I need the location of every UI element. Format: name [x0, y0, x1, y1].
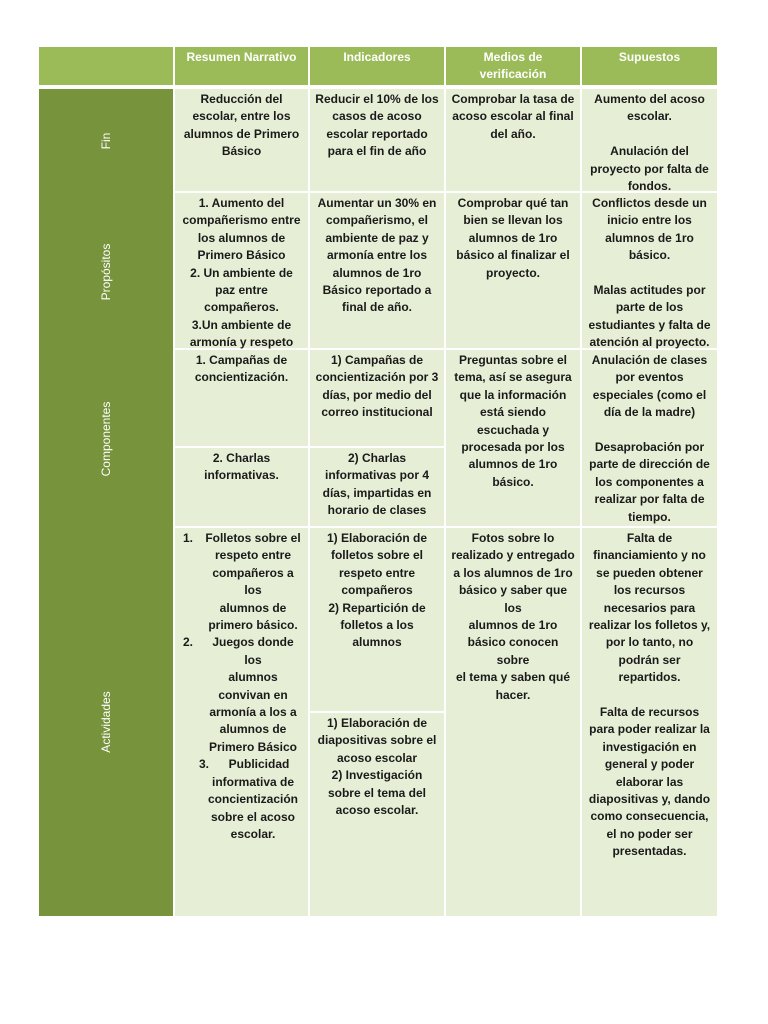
cell-text: escolar. [627, 109, 672, 124]
cell-text: parte de los [615, 300, 684, 315]
cell-text: presentadas. [612, 844, 687, 859]
cell-text: Reducción del [200, 92, 283, 106]
cell-text: básico conocen sobre [467, 635, 559, 667]
cell-text: compañeros. [204, 300, 279, 315]
cell-text: realizado y entregado [451, 548, 575, 563]
cell-text: a los alumnos de 1ro [453, 565, 573, 580]
list-item [183, 530, 303, 634]
header-resumen-narrativo [175, 47, 308, 85]
cell-text: diapositivas sobre el [317, 733, 437, 748]
fin-indicadores-cell [310, 89, 444, 191]
cell-text: básico. [492, 474, 534, 489]
header-indicadores [310, 47, 444, 85]
cell-text: básico al finalizar el [456, 248, 570, 263]
header-supuestos [582, 47, 717, 85]
propositos-resumen-cell [175, 193, 308, 348]
propositos-supuestos-cell [582, 193, 717, 348]
cell-text: hacer. [495, 687, 531, 702]
cell-text: procesada por los [461, 440, 565, 455]
cell-text: alumnos de 1ro [332, 265, 422, 280]
cell-text: Falta de recursos [599, 705, 700, 720]
list-number: 2. [183, 635, 194, 650]
header-medios [446, 47, 580, 85]
cell-text: realizar los folletos y, [588, 618, 711, 633]
cell-text: fondos. [627, 179, 672, 194]
cell-text: alumnos de 1ro [605, 230, 694, 245]
header-label: Indicadores [343, 50, 411, 64]
cell-text: alumnos de [219, 722, 287, 737]
cell-text: los alumnos de [197, 230, 286, 245]
actividades-indicadores-2-cell [310, 713, 444, 916]
cell-text: Juegos donde los [212, 635, 294, 667]
row-label-fin [39, 89, 173, 193]
cell-text: básico. [628, 248, 671, 263]
cell-text: casos de acoso [332, 109, 422, 124]
cell-text: estudiantes y falta de [588, 317, 711, 332]
cell-text: general y poder [604, 757, 695, 772]
header-label: Medios de [483, 50, 543, 64]
componentes-supuestos-cell [582, 350, 717, 526]
cell-text: 1. Campañas de [195, 353, 288, 367]
componentes-medios-cell [446, 350, 580, 526]
cell-text: acoso escolar. [335, 803, 419, 818]
list-item [183, 634, 303, 756]
componentes-resumen-1-cell [175, 350, 308, 446]
cell-text: 1) Elaboración de [326, 531, 428, 545]
cell-text: Comprobar la tasa de [451, 92, 575, 106]
cell-text: días, por medio del [322, 387, 432, 402]
cell-text: Primero Básico [197, 248, 286, 263]
header-corner [39, 47, 173, 85]
cell-text: para el fin de año [327, 144, 427, 159]
cell-text: los recursos [613, 583, 686, 598]
cell-text: Folletos sobre el [205, 531, 301, 545]
cell-text: compañerismo, el [325, 213, 429, 228]
cell-text: Anulación del [610, 144, 689, 159]
cell-text: diapositivas y, dando [588, 792, 711, 807]
cell-text: sobre el tema del [327, 785, 427, 800]
cell-text: final de año. [341, 300, 412, 315]
cell-text: Falta de [626, 531, 673, 545]
cell-text: está siendo [479, 405, 547, 420]
cell-text: 1. Aumento del [198, 196, 285, 210]
cell-text: podrán ser [618, 652, 681, 667]
cell-text: como consecuencia, [590, 809, 709, 824]
cell-text: Reducir el 10% de los [315, 92, 439, 106]
cell-text: escolar, entre los [192, 109, 291, 124]
cell-text: escolar reportado [326, 126, 428, 141]
cell-text: 2. Un ambiente de [190, 265, 293, 280]
cell-text: el no poder ser [606, 826, 693, 841]
header-label: Resumen Narrativo [186, 50, 297, 64]
cell-text: Preguntas sobre el [458, 353, 568, 367]
cell-text: alumnos de [219, 600, 287, 615]
cell-text: escolar. [230, 826, 276, 841]
list-number: 1. [183, 531, 194, 545]
cell-text: por eventos [615, 370, 684, 385]
cell-text: acoso escolar al final [452, 109, 574, 124]
row-label-propositos [39, 193, 173, 350]
cell-text: escuchada y [476, 422, 550, 437]
cell-text: Primero Básico [208, 739, 298, 754]
cell-text: proyecto por falta de [590, 161, 709, 176]
cell-text: parte de dirección de [589, 457, 710, 472]
cell-text: que la información [459, 387, 567, 402]
cell-text: días, impartidas en [322, 485, 432, 500]
cell-text: 2) Investigación [331, 768, 423, 783]
header-label: Supuestos [618, 50, 681, 64]
cell-text: informativas por 4 [324, 468, 430, 483]
cell-text: 1) Campañas de [330, 353, 424, 367]
cell-text: compañerismo entre [182, 213, 301, 228]
row-label-text: Componentes [99, 401, 113, 477]
cell-text: se pueden obtener [596, 565, 703, 580]
cell-text: Básico reportado a [322, 283, 432, 298]
cell-text: Fotos sobre lo [471, 531, 555, 545]
cell-text: Básico [221, 144, 262, 159]
cell-text: Aumentar un 30% en [317, 196, 437, 210]
cell-text: tema, así se asegura [454, 370, 572, 385]
cell-text: sobre el acoso [210, 809, 296, 824]
cell-text: los componentes a [595, 474, 704, 489]
componentes-resumen-2-cell [175, 448, 308, 526]
row-label-text: Propósitos [99, 243, 113, 300]
cell-text: horario de clases [327, 503, 427, 518]
cell-text: Publicidad [228, 757, 290, 772]
fin-resumen-cell [175, 89, 308, 191]
cell-text: folletos sobre el [330, 548, 424, 563]
cell-text: Desaprobación por [594, 440, 705, 455]
row-label-text: Actividades [99, 691, 113, 753]
cell-text: respeto entre [338, 565, 416, 580]
header-label: verificación [479, 67, 547, 81]
cell-text: tiempo. [628, 509, 671, 524]
actividades-indicadores-1-cell [310, 528, 444, 711]
row-label-componentes [39, 350, 173, 528]
cell-text: 2. Charlas [212, 451, 271, 465]
cell-text: paz entre [215, 283, 268, 298]
cell-text: Malas actitudes por [593, 283, 706, 298]
cell-text: alumnos de 1ro [468, 618, 558, 633]
cell-text: convivan en [218, 687, 288, 702]
cell-text: repartidos. [618, 670, 681, 685]
cell-text: concientización por 3 [315, 370, 439, 385]
cell-text: especiales (como el [592, 387, 707, 402]
cell-text: compañeros a los [212, 565, 294, 598]
cell-text: bien se llevan los [463, 213, 563, 228]
cell-text: el tema y saben qué [455, 670, 571, 685]
row-label-actividades [39, 528, 173, 916]
cell-text: Aumento del acoso [594, 92, 705, 106]
actividades-medios-cell [446, 528, 580, 916]
cell-text: básico y saber que los [458, 583, 568, 615]
cell-text: armonía entre los [326, 248, 428, 263]
cell-text: armonía y respeto [189, 335, 294, 350]
cell-text: folletos a los alumnos [340, 618, 414, 650]
componentes-indicadores-2-cell [310, 448, 444, 526]
cell-text: informativa de [211, 774, 295, 789]
actividades-supuestos-cell [582, 528, 717, 916]
cell-text: alumnos [228, 670, 278, 685]
cell-text: concientización. [194, 370, 289, 385]
cell-text: alumnos de 1ro [468, 457, 558, 472]
cell-text: necesarios para [603, 600, 696, 615]
cell-text: 1) Elaboración de [326, 716, 428, 730]
cell-text: alumnos de 1ro [468, 230, 558, 245]
cell-text: realizar por falta de [594, 492, 705, 507]
cell-text: Anulación de clases [591, 353, 708, 367]
list-number: 3. [199, 757, 210, 772]
row-label-text: Fin [99, 132, 113, 150]
cell-text: armonía a los a [209, 705, 297, 720]
cell-text: elaborar las [615, 774, 684, 789]
cell-text: acoso escolar [336, 750, 418, 765]
cell-text: por lo tanto, no [605, 635, 694, 650]
cell-text: correo institucional [321, 405, 433, 420]
actividades-resumen-cell [175, 528, 308, 916]
componentes-indicadores-1-cell [310, 350, 444, 446]
cell-text: para poder realizar la [589, 722, 710, 737]
cell-text: informativas. [204, 468, 279, 483]
fin-medios-cell [446, 89, 580, 191]
propositos-indicadores-cell [310, 193, 444, 348]
cell-text: inicio entre los [607, 213, 692, 228]
cell-text: compañeros [341, 583, 413, 598]
cell-text: respeto entre [214, 548, 292, 563]
cell-text: alumnos de Primero [183, 126, 300, 141]
cell-text: financiamiento y no [593, 548, 706, 563]
list-item [183, 756, 303, 843]
cell-text: día de la madre) [603, 405, 696, 420]
cell-text: del año. [490, 126, 536, 141]
cell-text: Comprobar qué tan [457, 196, 569, 210]
cell-text: 2) Repartición de [328, 600, 426, 615]
cell-text: 3.Un ambiente de [191, 317, 292, 332]
propositos-medios-cell [446, 193, 580, 348]
cell-text: investigación en [602, 739, 697, 754]
cell-text: ambiente de paz y [325, 230, 429, 245]
cell-text: atención al proyecto. [589, 335, 710, 350]
cell-text: proyecto. [485, 265, 540, 280]
cell-text: Conflictos desde un [592, 196, 707, 210]
cell-text: 2) Charlas [347, 451, 407, 465]
cell-text: concientización [207, 792, 299, 807]
cell-text: primero básico. [208, 618, 298, 633]
fin-supuestos-cell [582, 89, 717, 194]
